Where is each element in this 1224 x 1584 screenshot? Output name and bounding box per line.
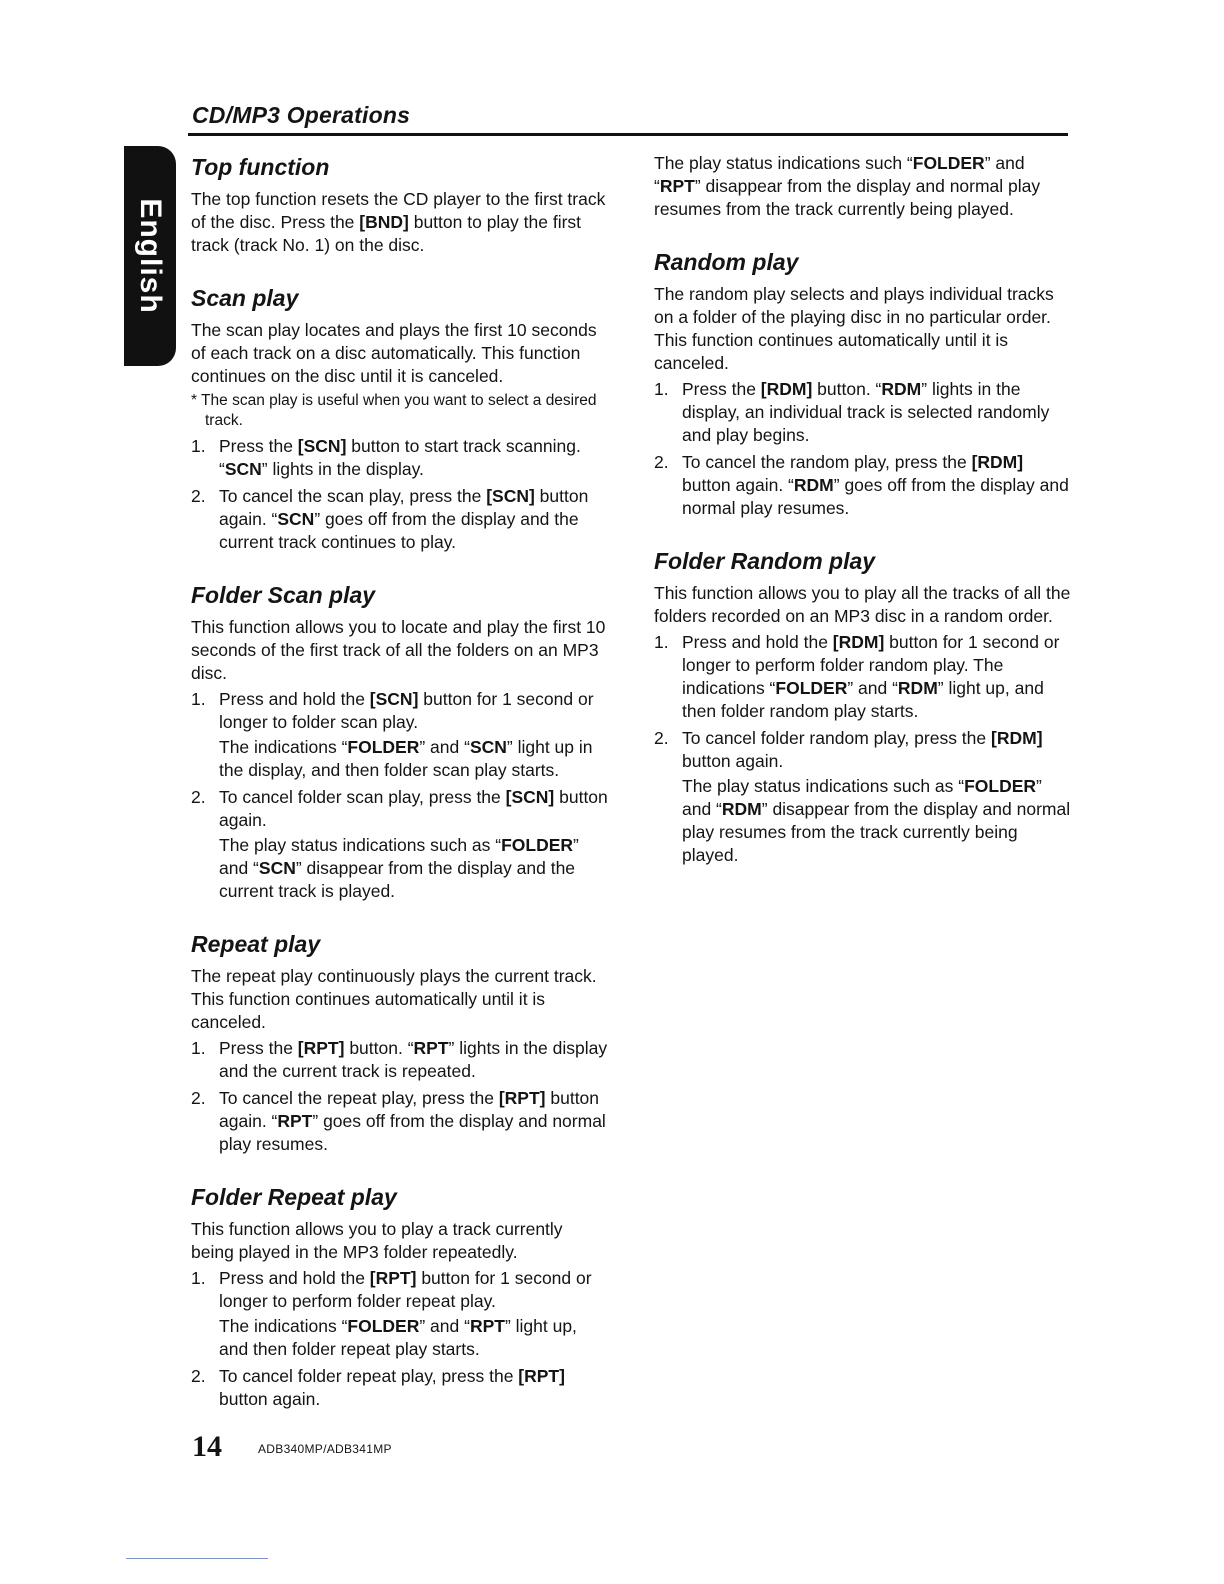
bold-term: [RDM] (991, 728, 1043, 748)
text-run: To cancel the random play, press the (682, 452, 972, 472)
paragraph (191, 319, 609, 388)
section-heading: Folder Repeat play (191, 1184, 397, 1210)
step-number: 1. (654, 632, 669, 652)
text-run: ” lights in the display, an individual track is selected randomly and play begins. (682, 379, 1050, 445)
step-number: 2. (654, 728, 669, 748)
bold-term: RPT (413, 1038, 449, 1058)
text-run: ” and “ (654, 153, 1025, 196)
section-heading: Folder Scan play (191, 582, 376, 608)
bold-term: [BND] (359, 212, 409, 232)
section-heading: Scan play (191, 285, 299, 311)
model-number: ADB340MP/ADB341MP (258, 1442, 392, 1456)
bold-term: [SCN] (505, 787, 555, 807)
step-number: 1. (191, 689, 206, 709)
text-run: The indications “ (219, 1316, 348, 1336)
paragraph (191, 965, 609, 1034)
text-run: The indications “ (219, 737, 348, 757)
note: * The scan play is useful when you want to select a desired track. (191, 392, 597, 429)
text-run: button to play the first track (track No. 1) on the disc. (191, 212, 582, 255)
step-item (191, 1037, 609, 1083)
text-run: Press and hold the (682, 632, 833, 652)
bold-term: [RPT] (369, 1268, 417, 1288)
section-heading: Top function (191, 154, 330, 180)
paragraph (191, 1218, 609, 1264)
steps-list (191, 435, 609, 554)
text-run: ” and “ (682, 776, 1042, 819)
language-tab (124, 146, 176, 366)
section-heading: Random play (654, 249, 799, 275)
text-run: The play status indications such as “ (682, 776, 965, 796)
text-run: To cancel folder scan play, press the (219, 787, 506, 807)
bold-term: FOLDER (501, 835, 574, 855)
text-run: The scan play locates and plays the first 10 seconds of each track on a disc automatically. This function continues on the disc until it is canceled. (191, 320, 597, 386)
step-text (219, 1366, 565, 1409)
text-run: This function allows you to locate and play the first 10 seconds of the first track of all the folders on an MP3 disc. (191, 617, 606, 683)
bold-term: FOLDER (775, 678, 848, 698)
step-item (654, 631, 1072, 723)
section (191, 929, 609, 1156)
bold-term: RDM (721, 799, 762, 819)
text-run: button again. “ (682, 475, 794, 495)
step-number: 2. (191, 1366, 206, 1386)
text-run: ” goes off from the display and normal play resumes. (219, 1111, 606, 1154)
paragraph (654, 283, 1072, 375)
text-run: ” disappear from the display and normal play resumes from the track currently being played. (654, 176, 1041, 219)
text-run: button again. “ (219, 486, 589, 529)
bold-term: [RDM] (971, 452, 1024, 472)
steps-list (654, 378, 1072, 520)
bold-term: [SCN] (297, 436, 347, 456)
text-run: Press the (219, 436, 298, 456)
paragraph (191, 616, 609, 685)
text-run: ” goes off from the display and normal play resumes. (682, 475, 1069, 518)
text-run: ” and “ (419, 737, 470, 757)
page-number: 14 (192, 1430, 222, 1463)
text-run: ” light up, and then folder repeat play starts. (219, 1316, 577, 1359)
bold-term: SCN (469, 737, 507, 757)
section (191, 580, 609, 903)
step-item (191, 485, 609, 554)
bottom-rule (126, 1558, 268, 1559)
section (654, 247, 1072, 520)
right-column (654, 152, 1072, 893)
bold-term: RDM (897, 678, 938, 698)
bold-term: [RPT] (518, 1366, 565, 1386)
bold-term: [RDM] (760, 379, 813, 399)
step-item (191, 1365, 609, 1411)
text-run: Press and hold the (219, 689, 370, 709)
bold-term: FOLDER (964, 776, 1037, 796)
text-run: The play status indications such as “ (219, 835, 502, 855)
text-run: ” lights in the display. (261, 459, 424, 479)
step-item (191, 435, 609, 481)
bold-term: [RPT] (498, 1088, 546, 1108)
step-item (654, 451, 1072, 520)
step-number: 1. (654, 379, 669, 399)
bold-term: RDM (881, 379, 922, 399)
steps-list (654, 631, 1072, 867)
bold-term: RPT (659, 176, 695, 196)
text-run: Press the (219, 1038, 298, 1058)
step-text (682, 632, 1059, 721)
paragraph (654, 582, 1072, 628)
text-run: This function allows you to play a track currently being played in the MP3 folder repeatedly. (191, 1219, 563, 1262)
bold-term: FOLDER (347, 1316, 420, 1336)
bold-term: RPT (469, 1316, 505, 1336)
text-run: ” and “ (847, 678, 898, 698)
bold-term: SCN (277, 509, 315, 529)
paragraph (191, 188, 609, 257)
text-run: button. “ (344, 1038, 414, 1058)
step-text (219, 736, 609, 782)
text-run: ” disappear from the display and the current track is played. (219, 858, 576, 901)
text-run: Press and hold the (219, 1268, 370, 1288)
text-run: To cancel folder random play, press the (682, 728, 992, 748)
step-item (191, 1267, 609, 1361)
text-run: ” and “ (219, 835, 579, 878)
text-run: button for 1 second or longer to perform folder repeat play. (219, 1268, 592, 1311)
text-run: Press the (682, 379, 761, 399)
step-item (191, 1087, 609, 1156)
page-header-title: CD/MP3 Operations (192, 102, 411, 128)
step-text (219, 1268, 592, 1311)
text-run: To cancel the repeat play, press the (219, 1088, 499, 1108)
step-item (654, 727, 1072, 867)
bold-term: [SCN] (369, 689, 419, 709)
text-run: ” light up, and then folder random play starts. (682, 678, 1044, 721)
section (654, 152, 1072, 221)
text-run: To cancel folder repeat play, press the (219, 1366, 519, 1386)
section (191, 283, 609, 554)
step-item (654, 378, 1072, 447)
text-run: ” and “ (419, 1316, 470, 1336)
text-run: button again. (682, 751, 784, 771)
text-run: button to start track scanning. “ (219, 436, 581, 479)
bold-term: [RPT] (297, 1038, 345, 1058)
text-run: button again. “ (219, 1088, 600, 1131)
step-text (219, 834, 609, 903)
step-text (219, 1088, 606, 1154)
bold-term: RDM (793, 475, 834, 495)
text-run: The repeat play continuously plays the current track. This function continues automatically until it is canceled. (191, 966, 597, 1032)
step-text (682, 452, 1069, 518)
bold-term: [SCN] (486, 486, 535, 506)
step-text (682, 728, 1043, 771)
text-run: This function allows you to play all the tracks of all the folders recorded on an MP3 disc in a random order. (654, 583, 1071, 626)
text-run: button. “ (812, 379, 882, 399)
step-text (219, 1038, 607, 1081)
text-run: button for 1 second or longer to perform folder random play. The indications “ (682, 632, 1060, 698)
bold-term: FOLDER (912, 153, 985, 173)
text-run: The play status indications such “ (654, 153, 913, 173)
text-run: ” goes off from the display and the current track continues to play. (219, 509, 579, 552)
step-number: 2. (191, 486, 206, 506)
text-run: button for 1 second or longer to folder scan play. (219, 689, 594, 732)
header-rule (188, 133, 1068, 136)
section-heading: Folder Random play (654, 548, 876, 574)
bold-term: RPT (277, 1111, 313, 1131)
left-column (191, 152, 609, 1437)
step-item (191, 688, 609, 782)
steps-list (191, 1267, 609, 1411)
step-text (219, 689, 594, 732)
steps-list (191, 1037, 609, 1156)
text-run: ” disappear from the display and normal play resumes from the track currently being played. (682, 799, 1071, 865)
step-text (682, 379, 1049, 445)
text-run: button again. (219, 1389, 321, 1409)
language-tab-label: English (134, 198, 167, 314)
step-number: 1. (191, 1038, 206, 1058)
bold-term: SCN (258, 858, 296, 878)
text-run: ” light up in the display, and then folder scan play starts. (219, 737, 593, 780)
step-text (219, 1315, 609, 1361)
bold-term: FOLDER (347, 737, 420, 757)
section (654, 546, 1072, 867)
section (191, 152, 609, 257)
step-item (191, 786, 609, 903)
step-number: 2. (191, 1088, 206, 1108)
paragraph (654, 152, 1072, 221)
step-number: 2. (191, 787, 206, 807)
text-run: To cancel the scan play, press the (219, 486, 487, 506)
section-heading: Repeat play (191, 931, 321, 957)
bold-term: SCN (224, 459, 262, 479)
step-text (219, 787, 608, 830)
step-text (219, 436, 581, 479)
text-run: button again. (219, 787, 608, 830)
step-number: 2. (654, 452, 669, 472)
step-text (219, 486, 588, 552)
step-text (682, 775, 1072, 867)
text-run: ” lights in the display and the current track is repeated. (219, 1038, 608, 1081)
text-run: The top function resets the CD player to the first track of the disc. Press the (191, 189, 606, 232)
step-number: 1. (191, 1268, 206, 1288)
text-run: The random play selects and plays individual tracks on a folder of the playing disc in no particular order. This function continues automatically until it is canceled. (654, 284, 1054, 373)
steps-list (191, 688, 609, 903)
bold-term: [RDM] (832, 632, 885, 652)
section (191, 1182, 609, 1411)
step-number: 1. (191, 436, 206, 456)
